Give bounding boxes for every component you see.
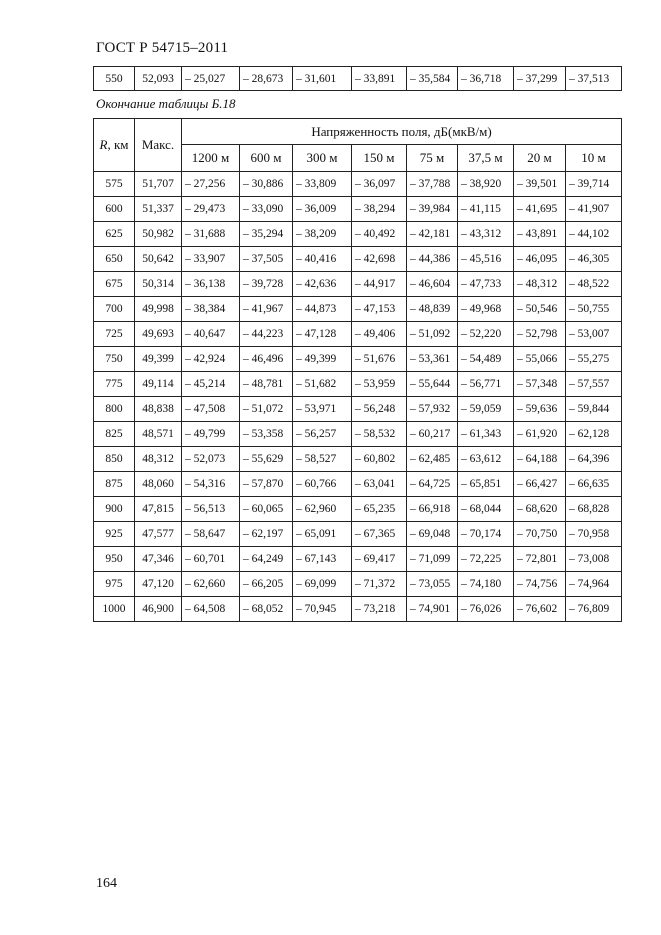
value-cell: – 25,027 xyxy=(182,67,240,91)
distance-cell: 800 xyxy=(94,397,135,422)
value-cell: – 67,365 xyxy=(352,522,407,547)
distance-cell: 725 xyxy=(94,322,135,347)
max-cell: 52,093 xyxy=(135,67,182,91)
distance-cell: 750 xyxy=(94,347,135,372)
table-row xyxy=(94,297,622,322)
value-cell: – 56,513 xyxy=(182,497,240,522)
value-cell: – 41,115 xyxy=(458,197,514,222)
value-cell: – 44,386 xyxy=(407,247,458,272)
field-strength-table xyxy=(93,118,622,622)
distance-cell: 875 xyxy=(94,472,135,497)
value-cell: – 71,099 xyxy=(407,547,458,572)
max-cell: 48,838 xyxy=(135,397,182,422)
value-cell: – 56,248 xyxy=(352,397,407,422)
max-cell: 51,707 xyxy=(135,172,182,197)
value-cell: – 43,312 xyxy=(458,222,514,247)
value-cell: – 46,305 xyxy=(566,247,622,272)
value-cell: – 35,294 xyxy=(240,222,293,247)
value-cell: – 51,682 xyxy=(293,372,352,397)
value-cell: – 55,644 xyxy=(407,372,458,397)
value-cell: – 70,750 xyxy=(514,522,566,547)
value-cell: – 70,958 xyxy=(566,522,622,547)
value-cell: – 76,026 xyxy=(458,597,514,622)
value-cell: – 37,299 xyxy=(514,67,566,91)
value-cell: – 39,714 xyxy=(566,172,622,197)
distance-cell: 925 xyxy=(94,522,135,547)
value-cell: – 49,799 xyxy=(182,422,240,447)
value-cell: – 46,496 xyxy=(240,347,293,372)
value-cell: – 59,059 xyxy=(458,397,514,422)
value-cell: – 45,516 xyxy=(458,247,514,272)
value-cell: – 63,041 xyxy=(352,472,407,497)
value-cell: – 53,007 xyxy=(566,322,622,347)
distance-cell: 825 xyxy=(94,422,135,447)
value-cell: – 72,801 xyxy=(514,547,566,572)
value-cell: – 38,209 xyxy=(293,222,352,247)
column-header-height: 10 м xyxy=(566,145,622,172)
value-cell: – 48,312 xyxy=(514,272,566,297)
table-row xyxy=(94,322,622,347)
column-header-height: 75 м xyxy=(407,145,458,172)
value-cell: – 41,967 xyxy=(240,297,293,322)
max-cell: 50,314 xyxy=(135,272,182,297)
value-cell: – 43,891 xyxy=(514,222,566,247)
value-cell: – 52,798 xyxy=(514,322,566,347)
value-cell: – 65,235 xyxy=(352,497,407,522)
value-cell: – 36,097 xyxy=(352,172,407,197)
max-cell: 46,900 xyxy=(135,597,182,622)
value-cell: – 47,153 xyxy=(352,297,407,322)
value-cell: – 60,217 xyxy=(407,422,458,447)
value-cell: – 45,214 xyxy=(182,372,240,397)
distance-cell: 975 xyxy=(94,572,135,597)
table-row xyxy=(94,247,622,272)
max-cell: 47,815 xyxy=(135,497,182,522)
column-header-height: 37,5 м xyxy=(458,145,514,172)
table-row xyxy=(94,67,622,91)
value-cell: – 61,343 xyxy=(458,422,514,447)
value-cell: – 29,473 xyxy=(182,197,240,222)
max-cell: 47,346 xyxy=(135,547,182,572)
distance-cell: 625 xyxy=(94,222,135,247)
value-cell: – 68,620 xyxy=(514,497,566,522)
value-cell: – 64,396 xyxy=(566,447,622,472)
value-cell: – 66,205 xyxy=(240,572,293,597)
value-cell: – 30,886 xyxy=(240,172,293,197)
distance-cell: 850 xyxy=(94,447,135,472)
distance-cell: 675 xyxy=(94,272,135,297)
value-cell: – 65,851 xyxy=(458,472,514,497)
value-cell: – 44,917 xyxy=(352,272,407,297)
max-cell: 51,337 xyxy=(135,197,182,222)
distance-cell: 950 xyxy=(94,547,135,572)
value-cell: – 49,406 xyxy=(352,322,407,347)
value-cell: – 57,348 xyxy=(514,372,566,397)
value-cell: – 33,907 xyxy=(182,247,240,272)
value-cell: – 49,399 xyxy=(293,347,352,372)
value-cell: – 53,971 xyxy=(293,397,352,422)
value-cell: – 74,964 xyxy=(566,572,622,597)
value-cell: – 52,220 xyxy=(458,322,514,347)
value-cell: – 50,546 xyxy=(514,297,566,322)
value-cell: – 49,968 xyxy=(458,297,514,322)
value-cell: – 37,505 xyxy=(240,247,293,272)
distance-cell: 650 xyxy=(94,247,135,272)
value-cell: – 42,698 xyxy=(352,247,407,272)
value-cell: – 41,695 xyxy=(514,197,566,222)
max-cell: 47,120 xyxy=(135,572,182,597)
value-cell: – 72,225 xyxy=(458,547,514,572)
value-cell: – 56,771 xyxy=(458,372,514,397)
table-row xyxy=(94,497,622,522)
value-cell: – 58,532 xyxy=(352,422,407,447)
max-cell: 50,982 xyxy=(135,222,182,247)
value-cell: – 46,604 xyxy=(407,272,458,297)
table-row xyxy=(94,347,622,372)
column-header-distance: R, км xyxy=(94,119,135,172)
value-cell: – 73,218 xyxy=(352,597,407,622)
value-cell: – 65,091 xyxy=(293,522,352,547)
value-cell: – 35,584 xyxy=(407,67,458,91)
value-cell: – 55,275 xyxy=(566,347,622,372)
table-row xyxy=(94,197,622,222)
value-cell: – 44,873 xyxy=(293,297,352,322)
value-cell: – 41,907 xyxy=(566,197,622,222)
value-cell: – 51,072 xyxy=(240,397,293,422)
value-cell: – 74,756 xyxy=(514,572,566,597)
value-cell: – 36,718 xyxy=(458,67,514,91)
value-cell: – 61,920 xyxy=(514,422,566,447)
value-cell: – 59,636 xyxy=(514,397,566,422)
value-cell: – 66,918 xyxy=(407,497,458,522)
value-cell: – 62,197 xyxy=(240,522,293,547)
value-cell: – 38,384 xyxy=(182,297,240,322)
max-cell: 47,577 xyxy=(135,522,182,547)
value-cell: – 56,257 xyxy=(293,422,352,447)
value-cell: – 48,522 xyxy=(566,272,622,297)
value-cell: – 62,960 xyxy=(293,497,352,522)
value-cell: – 76,809 xyxy=(566,597,622,622)
value-cell: – 57,870 xyxy=(240,472,293,497)
distance-cell: 600 xyxy=(94,197,135,222)
value-cell: – 58,647 xyxy=(182,522,240,547)
value-cell: – 48,839 xyxy=(407,297,458,322)
value-cell: – 69,417 xyxy=(352,547,407,572)
value-cell: – 36,009 xyxy=(293,197,352,222)
value-cell: – 69,048 xyxy=(407,522,458,547)
column-header-height: 600 м xyxy=(240,145,293,172)
value-cell: – 54,316 xyxy=(182,472,240,497)
value-cell: – 36,138 xyxy=(182,272,240,297)
column-header-height: 300 м xyxy=(293,145,352,172)
table-row xyxy=(94,472,622,497)
value-cell: – 64,249 xyxy=(240,547,293,572)
value-cell: – 55,629 xyxy=(240,447,293,472)
table-row xyxy=(94,222,622,247)
value-cell: – 62,485 xyxy=(407,447,458,472)
value-cell: – 64,188 xyxy=(514,447,566,472)
table-row xyxy=(94,597,622,622)
value-cell: – 68,828 xyxy=(566,497,622,522)
value-cell: – 40,416 xyxy=(293,247,352,272)
value-cell: – 40,492 xyxy=(352,222,407,247)
value-cell: – 33,809 xyxy=(293,172,352,197)
table-row xyxy=(94,372,622,397)
value-cell: – 71,372 xyxy=(352,572,407,597)
distance-cell: 900 xyxy=(94,497,135,522)
column-header-height: 20 м xyxy=(514,145,566,172)
value-cell: – 74,180 xyxy=(458,572,514,597)
value-cell: – 28,673 xyxy=(240,67,293,91)
value-cell: – 44,223 xyxy=(240,322,293,347)
value-cell: – 31,688 xyxy=(182,222,240,247)
value-cell: – 42,924 xyxy=(182,347,240,372)
value-cell: – 57,557 xyxy=(566,372,622,397)
table-row xyxy=(94,447,622,472)
page-number: 164 xyxy=(96,876,117,891)
table-caption: Окончание таблицы Б.18 xyxy=(96,96,236,111)
value-cell: – 39,984 xyxy=(407,197,458,222)
value-cell: – 74,901 xyxy=(407,597,458,622)
value-cell: – 52,073 xyxy=(182,447,240,472)
value-cell: – 37,513 xyxy=(566,67,622,91)
value-cell: – 66,427 xyxy=(514,472,566,497)
value-cell: – 54,489 xyxy=(458,347,514,372)
value-cell: – 53,959 xyxy=(352,372,407,397)
value-cell: – 76,602 xyxy=(514,597,566,622)
value-cell: – 58,527 xyxy=(293,447,352,472)
value-cell: – 51,092 xyxy=(407,322,458,347)
value-cell: – 42,181 xyxy=(407,222,458,247)
value-cell: – 39,501 xyxy=(514,172,566,197)
value-cell: – 68,052 xyxy=(240,597,293,622)
value-cell: – 70,945 xyxy=(293,597,352,622)
continued-table-row xyxy=(93,66,622,91)
column-header-height: 1200 м xyxy=(182,145,240,172)
value-cell: – 70,174 xyxy=(458,522,514,547)
max-cell: 49,693 xyxy=(135,322,182,347)
value-cell: – 67,143 xyxy=(293,547,352,572)
table-row xyxy=(94,172,622,197)
value-cell: – 47,508 xyxy=(182,397,240,422)
value-cell: – 38,294 xyxy=(352,197,407,222)
value-cell: – 69,099 xyxy=(293,572,352,597)
value-cell: – 60,701 xyxy=(182,547,240,572)
value-cell: – 51,676 xyxy=(352,347,407,372)
page-header: ГОСТ Р 54715–2011 xyxy=(96,40,229,56)
value-cell: – 31,601 xyxy=(293,67,352,91)
value-cell: – 68,044 xyxy=(458,497,514,522)
distance-cell: 1000 xyxy=(94,597,135,622)
distance-cell: 700 xyxy=(94,297,135,322)
value-cell: – 27,256 xyxy=(182,172,240,197)
column-header-field-strength: Напряженность поля, дБ(мкВ/м) xyxy=(182,119,622,145)
value-cell: – 60,766 xyxy=(293,472,352,497)
distance-cell: 775 xyxy=(94,372,135,397)
max-cell: 50,642 xyxy=(135,247,182,272)
table-row xyxy=(94,572,622,597)
value-cell: – 40,647 xyxy=(182,322,240,347)
distance-cell: 550 xyxy=(94,67,135,91)
value-cell: – 63,612 xyxy=(458,447,514,472)
table-row xyxy=(94,397,622,422)
table-row xyxy=(94,522,622,547)
distance-cell: 575 xyxy=(94,172,135,197)
value-cell: – 46,095 xyxy=(514,247,566,272)
value-cell: – 59,844 xyxy=(566,397,622,422)
value-cell: – 66,635 xyxy=(566,472,622,497)
value-cell: – 38,920 xyxy=(458,172,514,197)
value-cell: – 37,788 xyxy=(407,172,458,197)
max-cell: 49,399 xyxy=(135,347,182,372)
value-cell: – 53,358 xyxy=(240,422,293,447)
table-row xyxy=(94,422,622,447)
table-row xyxy=(94,547,622,572)
value-cell: – 55,066 xyxy=(514,347,566,372)
value-cell: – 33,891 xyxy=(352,67,407,91)
value-cell: – 50,755 xyxy=(566,297,622,322)
value-cell: – 57,932 xyxy=(407,397,458,422)
value-cell: – 73,008 xyxy=(566,547,622,572)
value-cell: – 62,128 xyxy=(566,422,622,447)
value-cell: – 42,636 xyxy=(293,272,352,297)
table-row xyxy=(94,272,622,297)
value-cell: – 73,055 xyxy=(407,572,458,597)
max-cell: 48,060 xyxy=(135,472,182,497)
max-cell: 49,998 xyxy=(135,297,182,322)
column-header-height: 150 м xyxy=(352,145,407,172)
value-cell: – 44,102 xyxy=(566,222,622,247)
value-cell: – 47,128 xyxy=(293,322,352,347)
value-cell: – 53,361 xyxy=(407,347,458,372)
max-cell: 49,114 xyxy=(135,372,182,397)
value-cell: – 47,733 xyxy=(458,272,514,297)
max-cell: 48,312 xyxy=(135,447,182,472)
value-cell: – 39,728 xyxy=(240,272,293,297)
value-cell: – 48,781 xyxy=(240,372,293,397)
value-cell: – 62,660 xyxy=(182,572,240,597)
value-cell: – 64,725 xyxy=(407,472,458,497)
column-header-max: Макс. xyxy=(135,119,182,172)
value-cell: – 64,508 xyxy=(182,597,240,622)
value-cell: – 60,802 xyxy=(352,447,407,472)
value-cell: – 33,090 xyxy=(240,197,293,222)
max-cell: 48,571 xyxy=(135,422,182,447)
value-cell: – 60,065 xyxy=(240,497,293,522)
